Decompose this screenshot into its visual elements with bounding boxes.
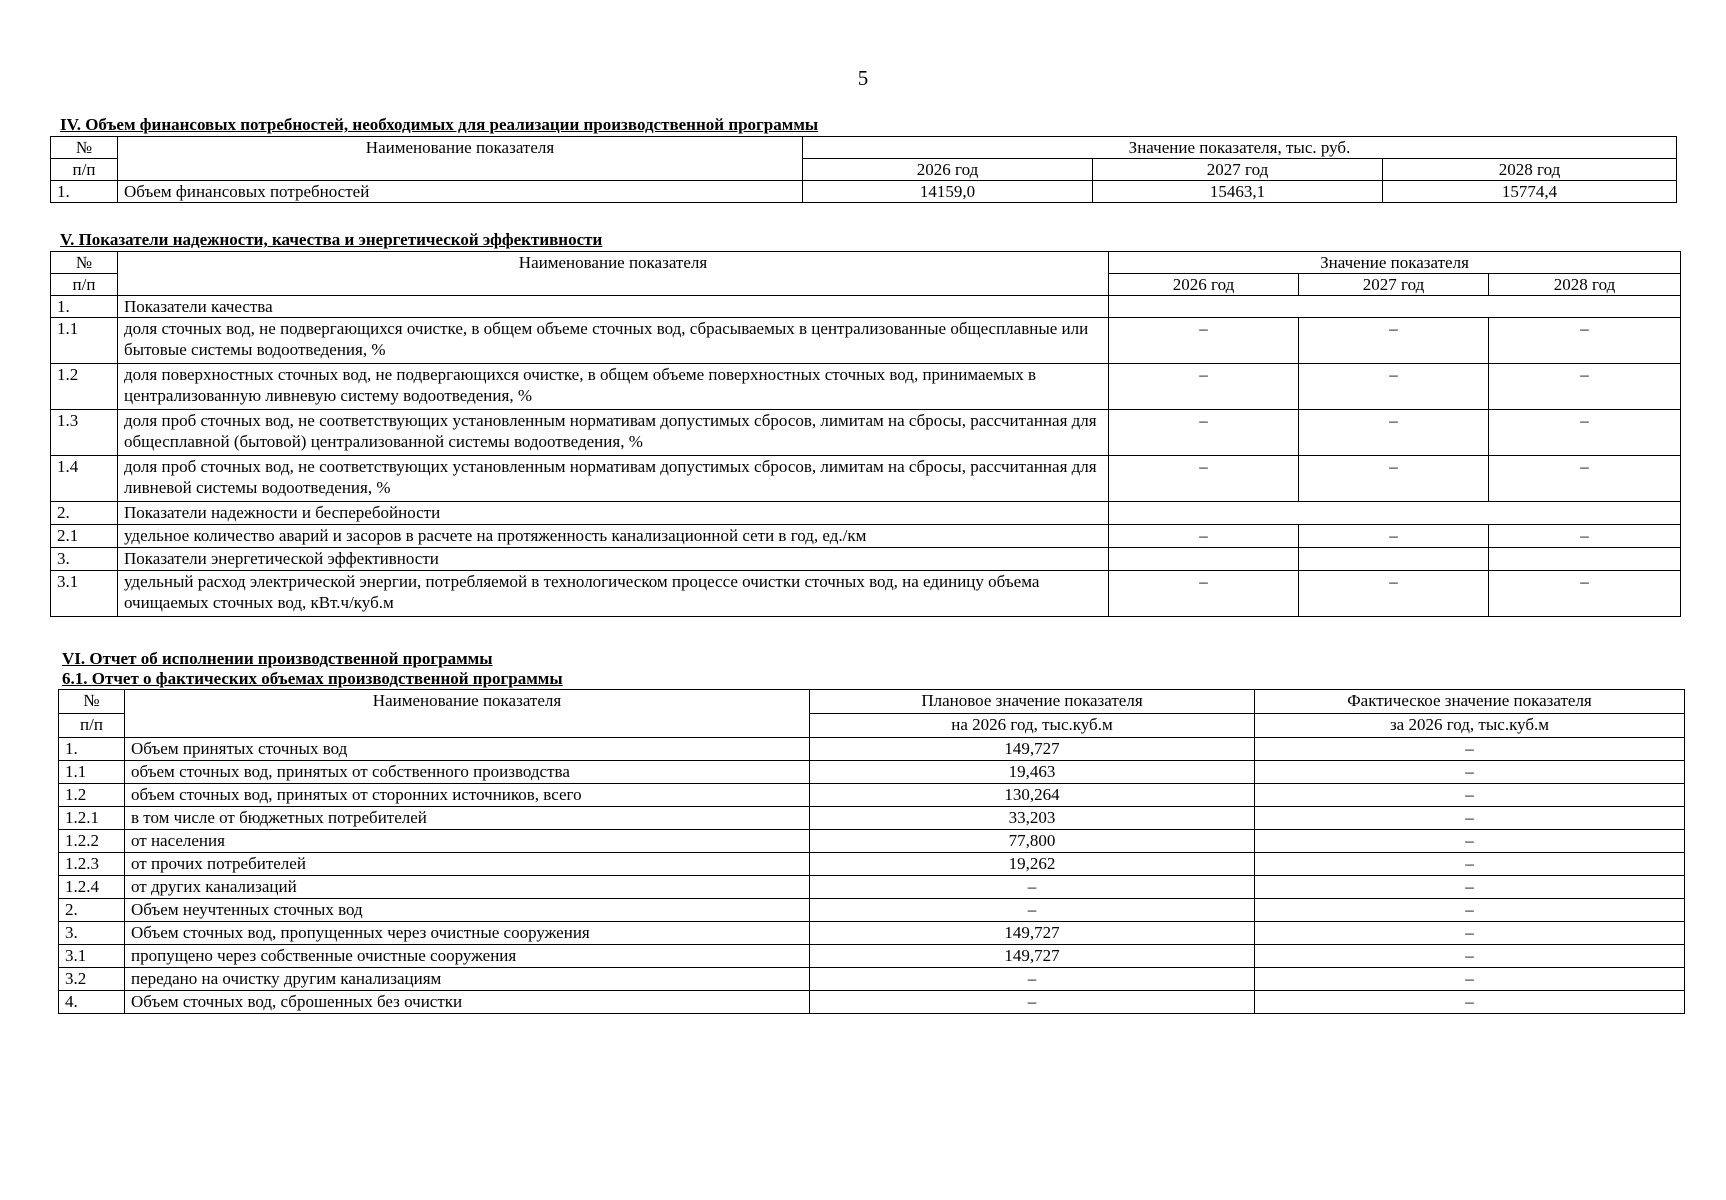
row-name: Показатели энергетической эффективности [118,548,1109,571]
row-value: – [1489,525,1681,548]
row-num: 1.2.1 [59,807,125,830]
header-fact: Фактическое значение показателя [1255,690,1685,714]
row-fact: – [1255,853,1685,876]
row-num: 3.1 [51,571,118,617]
production-report-table [58,689,1685,1014]
row-value: – [1109,318,1299,364]
section5-title: V. Показатели надежности, качества и энергетической эффективности [60,230,603,249]
row-plan: – [810,968,1255,991]
table-row [51,571,1681,617]
header-name: Наименование показателя [118,137,803,181]
header-year: 2026 год [803,159,1093,181]
header-num-2: п/п [59,714,125,738]
row-plan: 33,203 [810,807,1255,830]
table-row [51,318,1681,364]
row-value: – [1299,318,1489,364]
table-row [59,922,1685,945]
row-value: – [1299,364,1489,410]
row-name: доля поверхностных сточных вод, не подвергающихся очистке, в общем объеме поверхностных сточных вод, принимаемых в централизованную ливневую систему водоотведения, % [118,364,1109,410]
row-plan: 77,800 [810,830,1255,853]
row-name: Показатели качества [118,296,1109,318]
row-plan: – [810,899,1255,922]
row-num: 3.2 [59,968,125,991]
row-num: 1.2 [51,364,118,410]
row-value: – [1109,571,1299,617]
row-plan: 149,727 [810,945,1255,968]
row-num: 1.2.4 [59,876,125,899]
row-plan: 149,727 [810,922,1255,945]
table-row [51,548,1681,571]
row-value: – [1109,410,1299,456]
table-row [51,296,1681,318]
row-value: 14159,0 [803,181,1093,203]
row-plan: 19,463 [810,761,1255,784]
financial-needs-table [50,136,1677,203]
table-row [59,968,1685,991]
row-value: – [1109,456,1299,502]
table-row [59,899,1685,922]
header-num-2: п/п [51,274,118,296]
table-row [59,991,1685,1014]
table-row [51,525,1681,548]
row-num: 3.1 [59,945,125,968]
table-row [59,830,1685,853]
row-name: Объем сточных вод, сброшенных без очистки [125,991,810,1014]
row-value: – [1299,456,1489,502]
row-num: 1. [51,296,118,318]
row-value: – [1109,364,1299,410]
header-value: Значение показателя, тыс. руб. [803,137,1677,159]
header-year: 2027 год [1299,274,1489,296]
section6-title: VI. Отчет об исполнении производственной программы [62,649,493,668]
table-row [59,945,1685,968]
row-fact: – [1255,876,1685,899]
header-plan: Плановое значение показателя [810,690,1255,714]
row-num: 3. [51,548,118,571]
row-fact: – [1255,784,1685,807]
row-plan: – [810,991,1255,1014]
row-num: 1.2.2 [59,830,125,853]
row-num: 1.2.3 [59,853,125,876]
header-name: Наименование показателя [125,690,810,738]
row-name: от населения [125,830,810,853]
row-name: Объем финансовых потребностей [118,181,803,203]
row-num: 2.1 [51,525,118,548]
row-value: – [1299,525,1489,548]
row-fact: – [1255,899,1685,922]
table-row [59,761,1685,784]
row-name: доля проб сточных вод, не соответствующих установленным нормативам допустимых сбросов, лимитам на сбросы, рассчитанная для общесплавной (бытовой) централизованной системы водоотведения, % [118,410,1109,456]
row-name: доля проб сточных вод, не соответствующих установленным нормативам допустимых сбросов, лимитам на сбросы, рассчитанная для ливневой системы водоотведения, % [118,456,1109,502]
header-year: 2027 год [1093,159,1383,181]
row-value: – [1489,410,1681,456]
row-value: 15774,4 [1383,181,1677,203]
row-name: Объем принятых сточных вод [125,738,810,761]
table-row [59,807,1685,830]
row-name: доля сточных вод, не подвергающихся очистке, в общем объеме сточных вод, сбрасываемых в централизованные общесплавные или бытовые системы водоотведения, % [118,318,1109,364]
table-row [51,364,1681,410]
row-num: 2. [59,899,125,922]
header-num: № [59,690,125,714]
row-name: от других канализаций [125,876,810,899]
row-value: – [1299,571,1489,617]
table-row [59,738,1685,761]
row-fact: – [1255,922,1685,945]
reliability-table [50,251,1681,617]
row-name: Показатели надежности и бесперебойности [118,502,1109,525]
header-year: 2028 год [1489,274,1681,296]
row-name: пропущено через собственные очистные сооружения [125,945,810,968]
row-num: 1. [51,181,118,203]
row-value: – [1299,410,1489,456]
header-year: 2026 год [1109,274,1299,296]
row-value: – [1489,364,1681,410]
header-value: Значение показателя [1109,252,1681,274]
row-name: объем сточных вод, принятых от собственного производства [125,761,810,784]
row-num: 1. [59,738,125,761]
row-num: 1.2 [59,784,125,807]
row-num: 4. [59,991,125,1014]
table-row [59,853,1685,876]
row-value: – [1489,456,1681,502]
row-fact: – [1255,830,1685,853]
row-name: удельное количество аварий и засоров в расчете на протяженность канализационной сети в год, ед./км [118,525,1109,548]
header-num: № [51,252,118,274]
header-plan-2: на 2026 год, тыс.куб.м [810,714,1255,738]
header-num-2: п/п [51,159,118,181]
row-value: 15463,1 [1093,181,1383,203]
table-row [51,456,1681,502]
row-name: в том числе от бюджетных потребителей [125,807,810,830]
table-row [51,502,1681,525]
row-fact: – [1255,807,1685,830]
row-value: – [1489,318,1681,364]
header-fact-2: за 2026 год, тыс.куб.м [1255,714,1685,738]
row-plan: 19,262 [810,853,1255,876]
section6-subtitle: 6.1. Отчет о фактических объемах производственной программы [62,669,563,688]
row-value: – [1109,525,1299,548]
row-num: 1.3 [51,410,118,456]
row-name: от прочих потребителей [125,853,810,876]
row-fact: – [1255,945,1685,968]
row-num: 3. [59,922,125,945]
row-fact: – [1255,991,1685,1014]
row-value: – [1489,571,1681,617]
row-name: удельный расход электрической энергии, потребляемой в технологическом процессе очистки сточных вод, на единицу объема очищаемых сточных вод, кВт.ч/куб.м [118,571,1109,617]
row-fact: – [1255,761,1685,784]
table-row [51,410,1681,456]
row-plan: 149,727 [810,738,1255,761]
header-num: № [51,137,118,159]
row-name: Объем сточных вод, пропущенных через очистные сооружения [125,922,810,945]
row-num: 1.1 [51,318,118,364]
row-name: Объем неучтенных сточных вод [125,899,810,922]
row-num: 1.4 [51,456,118,502]
row-fact: – [1255,738,1685,761]
row-name: передано на очистку другим канализациям [125,968,810,991]
table-row [59,784,1685,807]
table-row [59,876,1685,899]
row-fact: – [1255,968,1685,991]
row-name: объем сточных вод, принятых от сторонних источников, всего [125,784,810,807]
row-plan: 130,264 [810,784,1255,807]
section4-title: IV. Объем финансовых потребностей, необходимых для реализации производственной программы [60,115,819,134]
row-num: 1.1 [59,761,125,784]
row-plan: – [810,876,1255,899]
table-row [51,181,1677,203]
row-num: 2. [51,502,118,525]
page-number: 5 [857,66,869,90]
header-name: Наименование показателя [118,252,1109,296]
header-year: 2028 год [1383,159,1677,181]
